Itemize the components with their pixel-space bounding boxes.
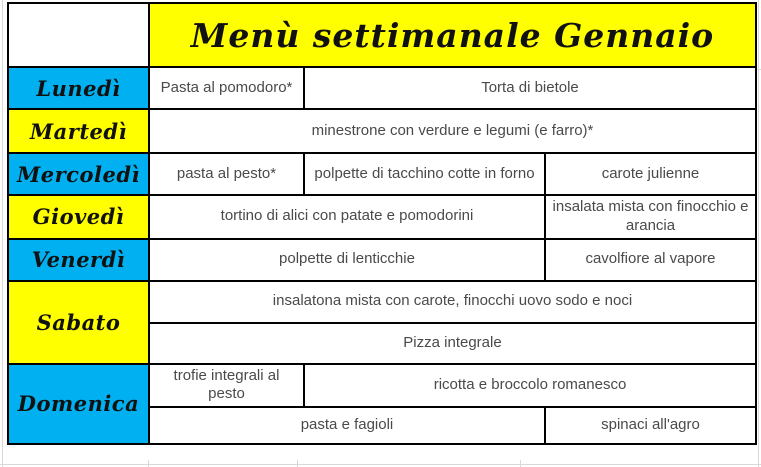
day-cell-monday: Lunedì	[8, 67, 149, 109]
row-monday	[8, 67, 756, 109]
row-friday	[8, 239, 756, 281]
day-cell-tuesday: Martedì	[8, 109, 149, 153]
menu-cell-wednesday-3: carote julienne	[545, 153, 756, 195]
menu-cell-tuesday-1: minestrone con verdure e legumi (e farro)*	[149, 109, 756, 153]
menu-cell-friday-1: polpette di lenticchie	[149, 239, 545, 281]
menu-cell-saturday-2: Pizza integrale	[149, 323, 756, 364]
row-saturday-1	[8, 281, 756, 323]
day-cell-friday: Venerdì	[8, 239, 149, 281]
row-sunday-1	[8, 364, 756, 408]
empty-corner-cell	[8, 3, 149, 67]
menu-cell-sunday-2: ricotta e broccolo romanesco	[304, 364, 756, 408]
day-cell-thursday: Giovedì	[8, 195, 149, 239]
menu-title: Menù settimanale Gennaio	[149, 3, 756, 67]
row-thursday	[8, 195, 756, 239]
day-cell-wednesday: Mercoledì	[8, 153, 149, 195]
menu-cell-sunday-3: pasta e fagioli	[149, 407, 545, 444]
day-cell-sunday: Domenica	[8, 364, 149, 445]
menu-cell-sunday-4: spinaci all'agro	[545, 407, 756, 444]
menu-cell-saturday-1: insalatona mista con carote, finocchi uovo sodo e noci	[149, 281, 756, 323]
gridline-stub-2	[297, 460, 298, 467]
menu-cell-wednesday-2: polpette di tacchino cotte in forno	[304, 153, 545, 195]
menu-cell-monday-2: Torta di bietole	[304, 67, 756, 109]
day-cell-saturday: Sabato	[8, 281, 149, 364]
weekly-menu-table	[7, 2, 757, 445]
gridline-stub-3	[520, 460, 521, 467]
row-wednesday	[8, 153, 756, 195]
menu-cell-thursday-2: insalata mista con finocchio e arancia	[545, 195, 756, 239]
gridline-stub-1	[148, 460, 149, 467]
gridline-left	[2, 0, 3, 467]
row-tuesday	[8, 109, 756, 153]
menu-cell-monday-1: Pasta al pomodoro*	[149, 67, 304, 109]
gridline-right	[758, 0, 759, 467]
gridline-bottom	[0, 464, 761, 465]
title-row	[8, 3, 756, 67]
menu-cell-friday-2: cavolfiore al vapore	[545, 239, 756, 281]
menu-cell-thursday-1: tortino di alici con patate e pomodorini	[149, 195, 545, 239]
menu-cell-wednesday-1: pasta al pesto*	[149, 153, 304, 195]
menu-cell-sunday-1: trofie integrali al pesto	[149, 364, 304, 408]
